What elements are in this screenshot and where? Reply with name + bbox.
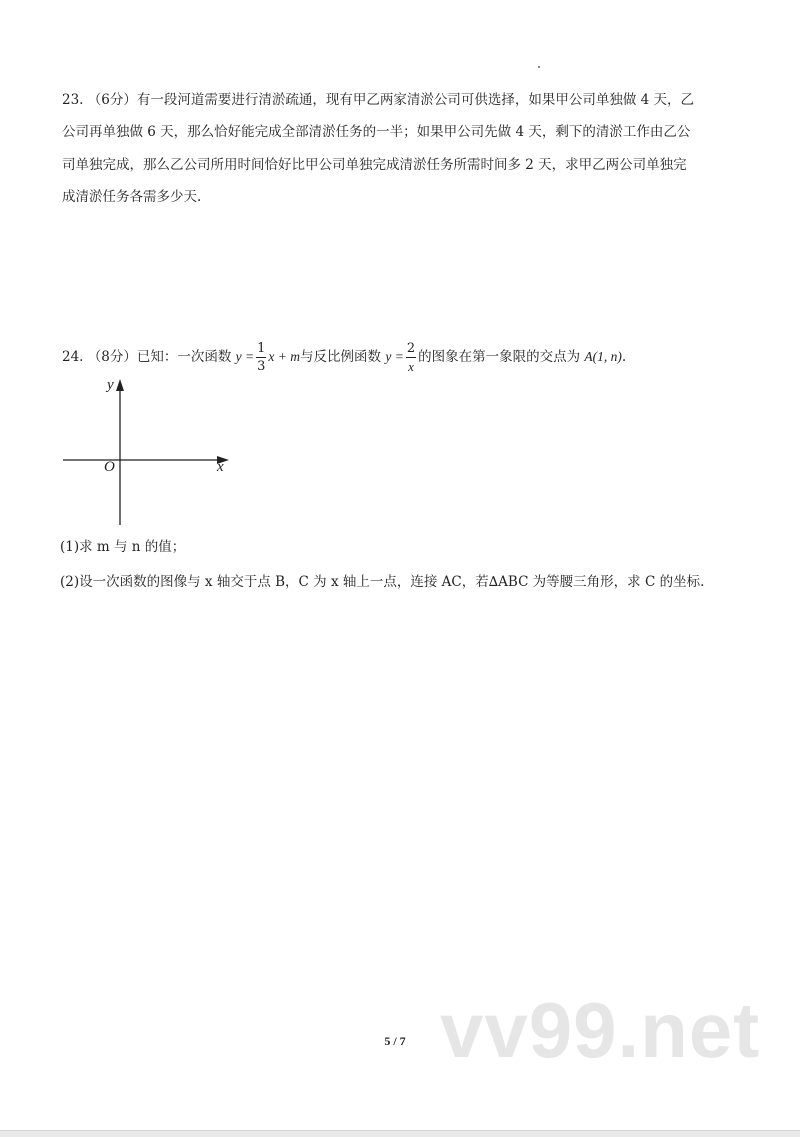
q24-suffix: 的图象在第一象限的交点为 <box>418 349 585 365</box>
y-axis-label: y <box>107 377 114 393</box>
eq1-lhs: y = <box>235 349 255 364</box>
q24-mid: 与反比例函数 <box>300 349 386 365</box>
point-a: A(1, n) <box>584 349 622 364</box>
q24-prefix: 24. （8分）已知：一次函数 <box>62 349 236 365</box>
eq1-den: 3 <box>257 359 266 374</box>
eq1-fraction <box>256 341 266 374</box>
eq2-den: x <box>408 359 414 374</box>
q24-part-1: (1)求 m 与 n 的值； <box>60 539 186 555</box>
y-arrow <box>116 379 124 391</box>
origin-label: O <box>104 459 115 475</box>
q23-line-2: 公司再单独做 6 天，那么恰好能完成全部清淤任务的一半；如果甲公司先做 4 天，剩下的清淤工作由乙公 <box>62 124 691 140</box>
eq1-num: 1 <box>257 341 266 356</box>
q24-part-2: (2)设一次函数的图像与 x 轴交于点 B，C 为 x 轴上一点，连接 AC，若∆ABC 为等腰三角形，求 C 的坐标. <box>60 574 705 590</box>
q24-stem <box>62 340 626 374</box>
q23-line-4: 成清淤任务各需多少天. <box>62 189 202 205</box>
q23-line-1: 23. （6分）有一段河道需要进行清淤疏通，现有甲乙两家清淤公司可供选择，如果甲公司单独做 4 天，乙 <box>62 92 695 108</box>
x-axis-label: x <box>217 459 224 475</box>
eq1-rest: x + m <box>268 349 301 364</box>
scan-speck <box>538 66 540 68</box>
q24-end: . <box>621 349 627 365</box>
q23-line-3: 司单独完成，那么乙公司所用时间恰好比甲公司单独完成清淤任务所需时间多 2 天，求甲乙两公司单独完 <box>62 157 687 173</box>
eq2-lhs: y = <box>385 349 404 364</box>
watermark: vv99.net <box>440 986 761 1074</box>
eq2-fraction <box>406 341 416 374</box>
eq2-num: 2 <box>406 341 416 356</box>
page-number: 5 / 7 <box>384 1034 406 1048</box>
coordinate-axes <box>55 375 245 530</box>
page-bottom-edge <box>0 1130 800 1137</box>
